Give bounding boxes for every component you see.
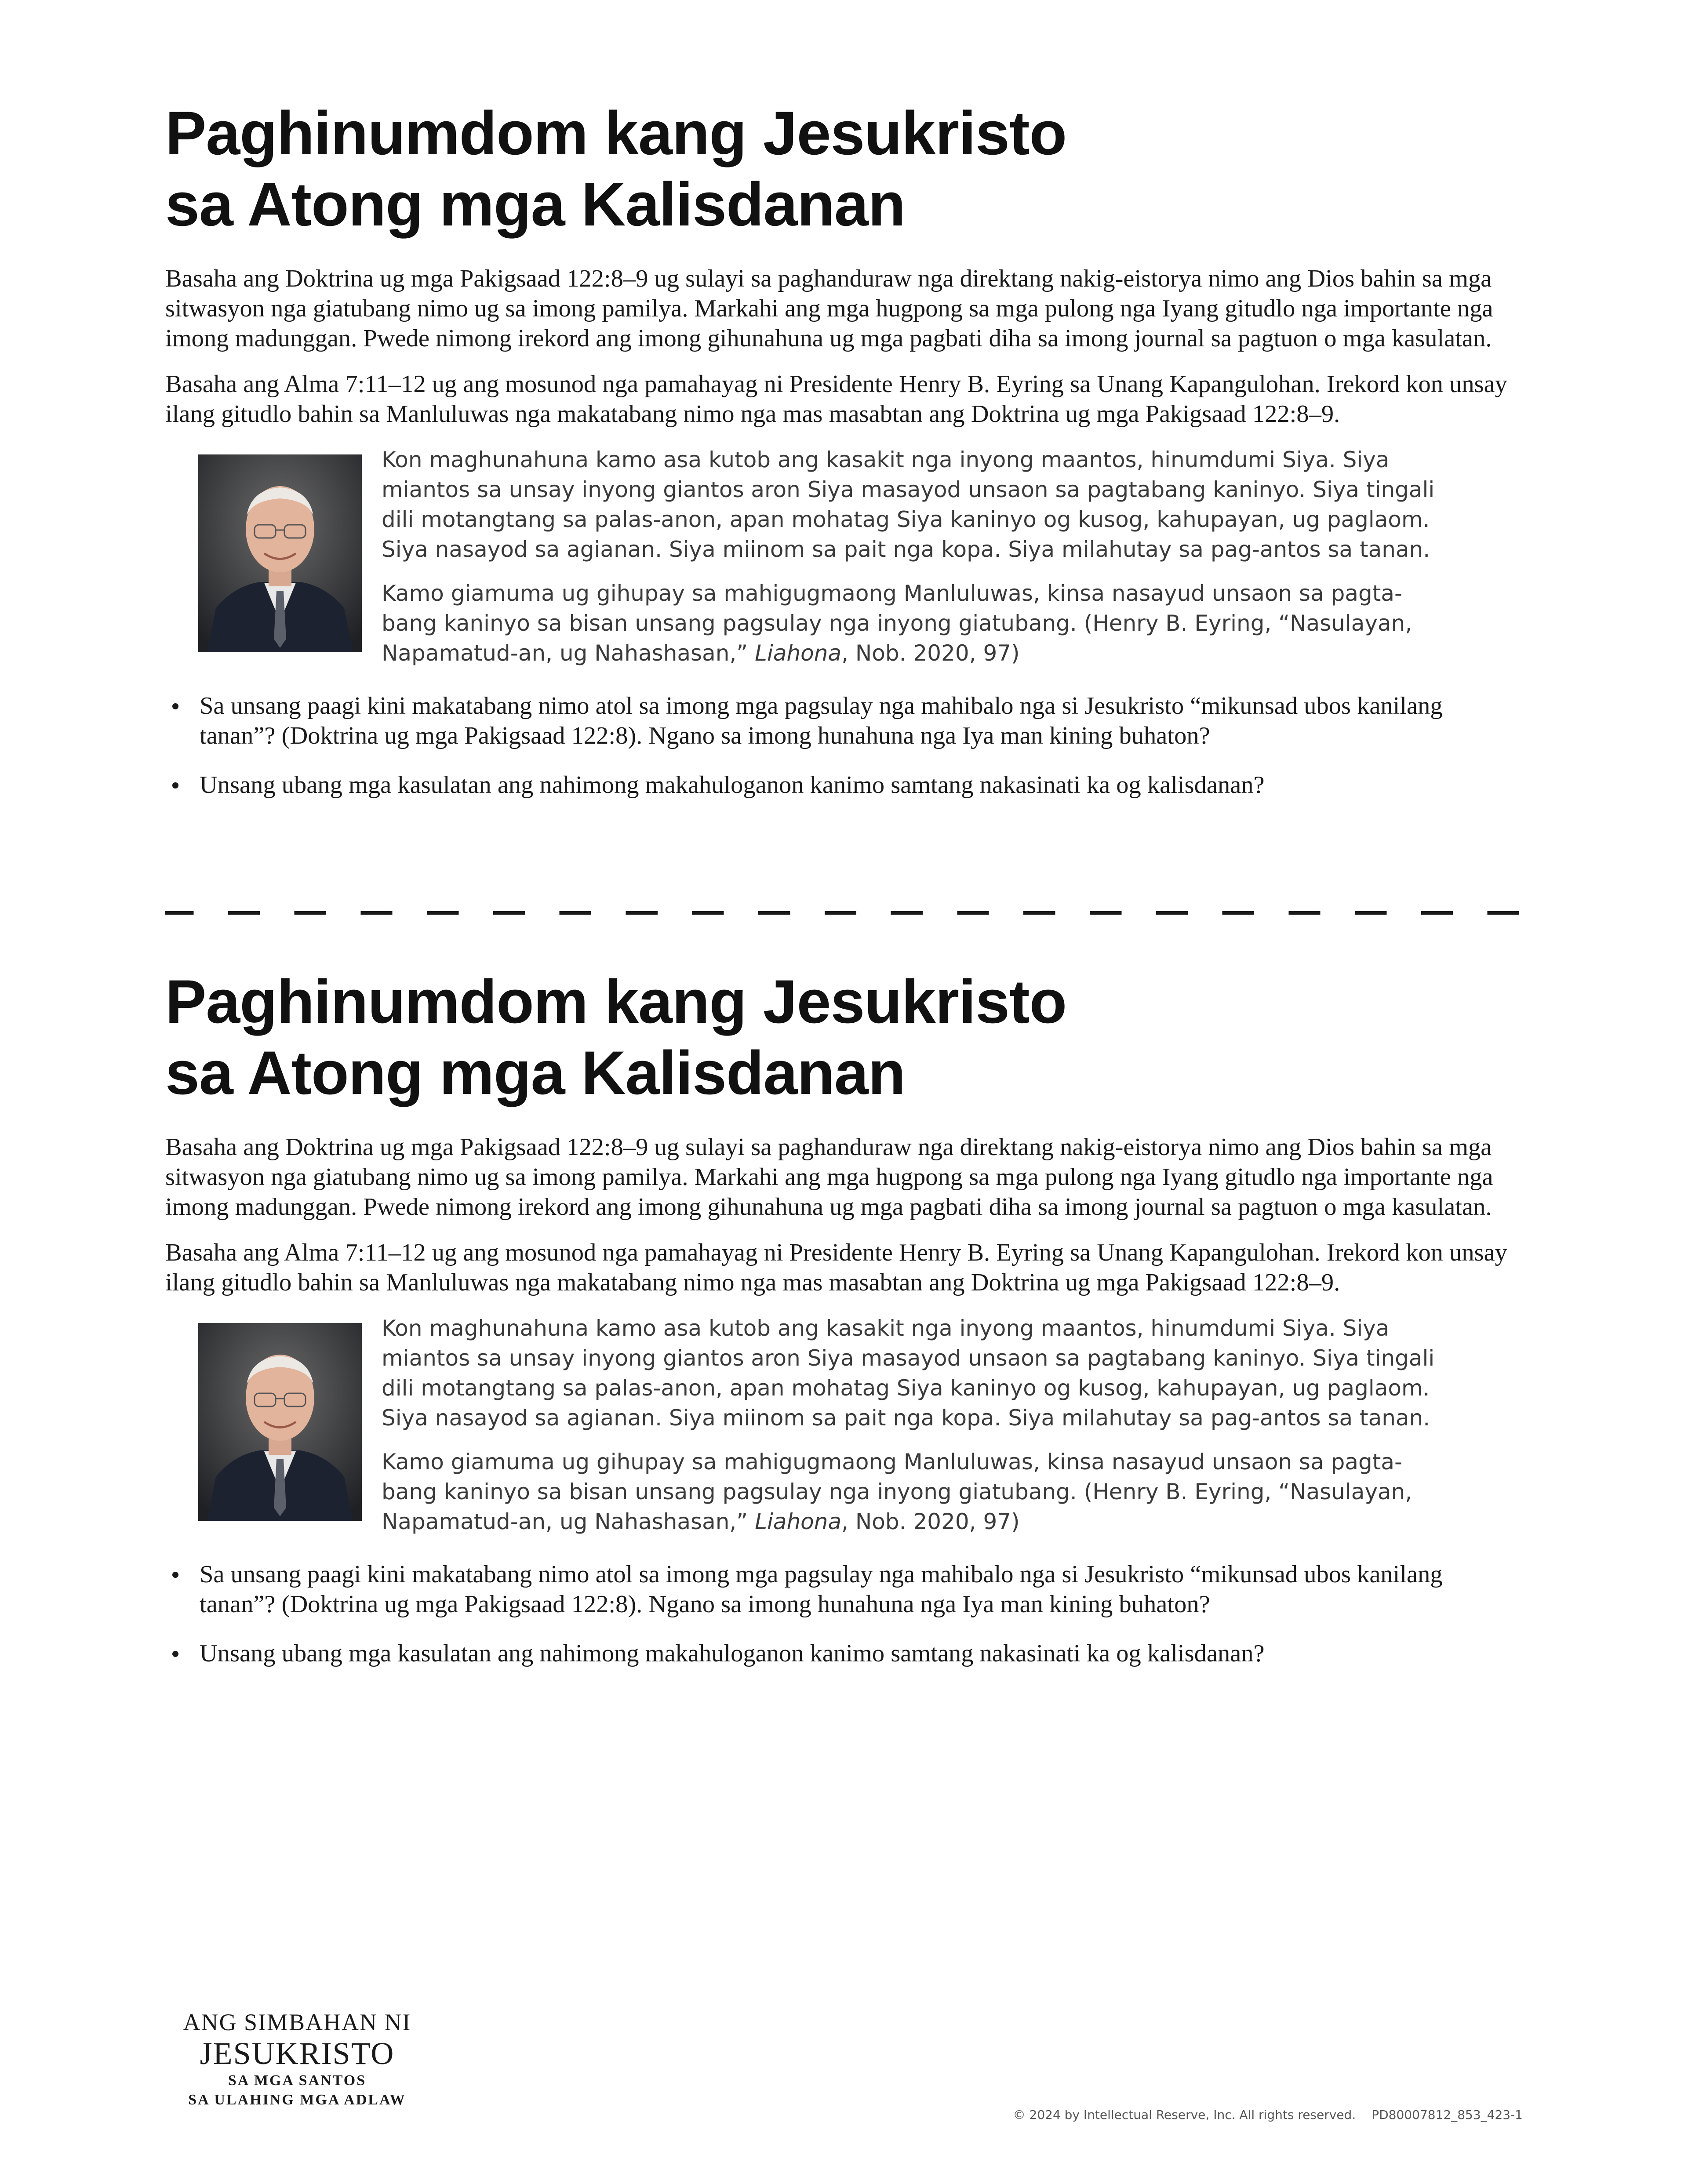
footer [997, 2108, 1523, 2122]
quote-text [382, 445, 1454, 682]
quote-citation-tail: , Nob. 2020, 97) [841, 1509, 1020, 1534]
quote-citation-tail: , Nob. 2020, 97) [841, 640, 1020, 666]
quote-paragraph-2-text: Kamo giamuma ug gihupay sa mahigugmaong Manluluwas, kinsa nasayud unsaon sa pagta-bang kaninyo sa bisan unsang pagsulay nga inyong giatubang. (Henry B. Eyring, “Nasulayan, Napamatud-an, ug Nahashasan,” [382, 1449, 1412, 1534]
quote-block [165, 1313, 1519, 1542]
quote-block [165, 445, 1519, 673]
logo-line-1: ANG SIMBAHAN NI [183, 2009, 411, 2035]
quote-source-title: Liahona [755, 640, 842, 666]
question-list [165, 691, 1519, 800]
title-line-1: Paghinumdom kang Jesukristo [165, 967, 1067, 1036]
handout-title [165, 966, 1519, 1108]
handout-bottom [165, 966, 1519, 1688]
handout-top [165, 98, 1519, 819]
copyright-text: © 2024 by Intellectual Reserve, Inc. All rights reserved. [1013, 2108, 1356, 2122]
quote-paragraph-1: Kon maghunahuna kamo asa kutob ang kasakit nga inyong maantos, hinumdumi Siya. Siya miantos sa unsay inyong giantos aron Siya masayod unsaon sa pagtabang kaninyo. Siya tingali dili motangtang sa palas-anon, apan mohatag Siya kaninyo og kusog, kahupayan, ug paglaom. Siya nasayod sa agianan. Siya miinom sa pait nga kopa. Siya milahutay sa pag-antos sa tanan. [382, 1315, 1435, 1431]
question-list [165, 1559, 1519, 1668]
quote-text [382, 1313, 1454, 1551]
portrait-image [198, 1323, 362, 1521]
church-logo [165, 2009, 429, 2110]
quote-paragraph-2-text: Kamo giamuma ug gihupay sa mahigugmaong Manluluwas, kinsa nasayud unsaon sa pagta-bang kaninyo sa bisan unsang pagsulay nga inyong giatubang. (Henry B. Eyring, “Nasulayan, Napamatud-an, ug Nahashasan,” [382, 581, 1412, 666]
portrait-image [198, 454, 362, 652]
title-line-2: sa Atong mga Kalisdanan [165, 170, 906, 239]
quote-paragraph-2 [382, 1447, 1454, 1537]
logo-line-2: JESUKRISTO [200, 2036, 395, 2071]
question-item-1: Sa unsang paagi kini makatabang nimo atol sa imong mga pagsulay nga mahibalo nga si Jesukristo “mikunsad ubos kanilang tanan”? (Doktrina ug mga Pakigsaad 122:8). Ngano sa imong hunahuna nga Iya man kining buhaton? [200, 1559, 1519, 1619]
cut-line-divider [165, 911, 1519, 918]
quote-paragraph-2 [382, 578, 1454, 668]
title-line-1: Paghinumdom kang Jesukristo [165, 98, 1067, 167]
question-item-2: Unsang ubang mga kasulatan ang nahimong makahuloganon kanimo samtang nakasinati ka og kalisdanan? [200, 1639, 1519, 1668]
instruction-paragraph-2: Basaha ang Alma 7:11–12 ug ang mosunod nga pamahayag ni Presidente Henry B. Eyring sa Unang Kapangulohan. Irekord kon unsay ilang gitudlo bahin sa Manluluwas nga makatabang nimo nga mas masabtan ang Doktrina ug mga Pakigsaad 122:8–9. [165, 371, 1507, 428]
title-line-2: sa Atong mga Kalisdanan [165, 1038, 906, 1107]
logo-line-3: SA MGA SANTOS [228, 2072, 367, 2089]
handout-title [165, 98, 1519, 240]
quote-source-title: Liahona [755, 1509, 842, 1534]
instruction-paragraph-1: Basaha ang Doktrina ug mga Pakigsaad 122:8–9 ug sulayi sa paghanduraw nga direktang nakig-eistorya nimo ang Dios bahin sa mga sitwasyon nga giatubang nimo ug sa imong pamilya. Markahi ang mga hugpong sa mga pulong nga Iyang gitudlo nga importante nga imong madunggan. Pwede nimong irekord ang imong gihunahuna ug mga pagbati diha sa imong journal sa pagtuon o mga kasulatan. [165, 1134, 1493, 1221]
instruction-paragraph-1: Basaha ang Doktrina ug mga Pakigsaad 122:8–9 ug sulayi sa paghanduraw nga direktang nakig-eistorya nimo ang Dios bahin sa mga sitwasyon nga giatubang nimo ug sa imong pamilya. Markahi ang mga hugpong sa mga pulong nga Iyang gitudlo nga importante nga imong madunggan. Pwede nimong irekord ang imong gihunahuna ug mga pagbati diha sa imong journal sa pagtuon o mga kasulatan. [165, 265, 1493, 352]
instruction-paragraph-2: Basaha ang Alma 7:11–12 ug ang mosunod nga pamahayag ni Presidente Henry B. Eyring sa Unang Kapangulohan. Irekord kon unsay ilang gitudlo bahin sa Manluluwas nga makatabang nimo nga mas masabtan ang Doktrina ug mga Pakigsaad 122:8–9. [165, 1239, 1507, 1296]
logo-line-4: SA ULAHING MGA ADLAW [188, 2092, 406, 2108]
document-code: PD80007812_853_423-1 [1372, 2108, 1523, 2122]
question-item-2: Unsang ubang mga kasulatan ang nahimong makahuloganon kanimo samtang nakasinati ka og kalisdanan? [200, 770, 1519, 800]
question-item-1: Sa unsang paagi kini makatabang nimo atol sa imong mga pagsulay nga mahibalo nga si Jesukristo “mikunsad ubos kanilang tanan”? (Doktrina ug mga Pakigsaad 122:8). Ngano sa imong hunahuna nga Iya man kining buhaton? [200, 691, 1519, 751]
quote-paragraph-1: Kon maghunahuna kamo asa kutob ang kasakit nga inyong maantos, hinumdumi Siya. Siya miantos sa unsay inyong giantos aron Siya masayod unsaon sa pagtabang kaninyo. Siya tingali dili motangtang sa palas-anon, apan mohatag Siya kaninyo og kusog, kahupayan, ug paglaom. Siya nasayod sa agianan. Siya miinom sa pait nga kopa. Siya milahutay sa pag-antos sa tanan. [382, 447, 1435, 562]
